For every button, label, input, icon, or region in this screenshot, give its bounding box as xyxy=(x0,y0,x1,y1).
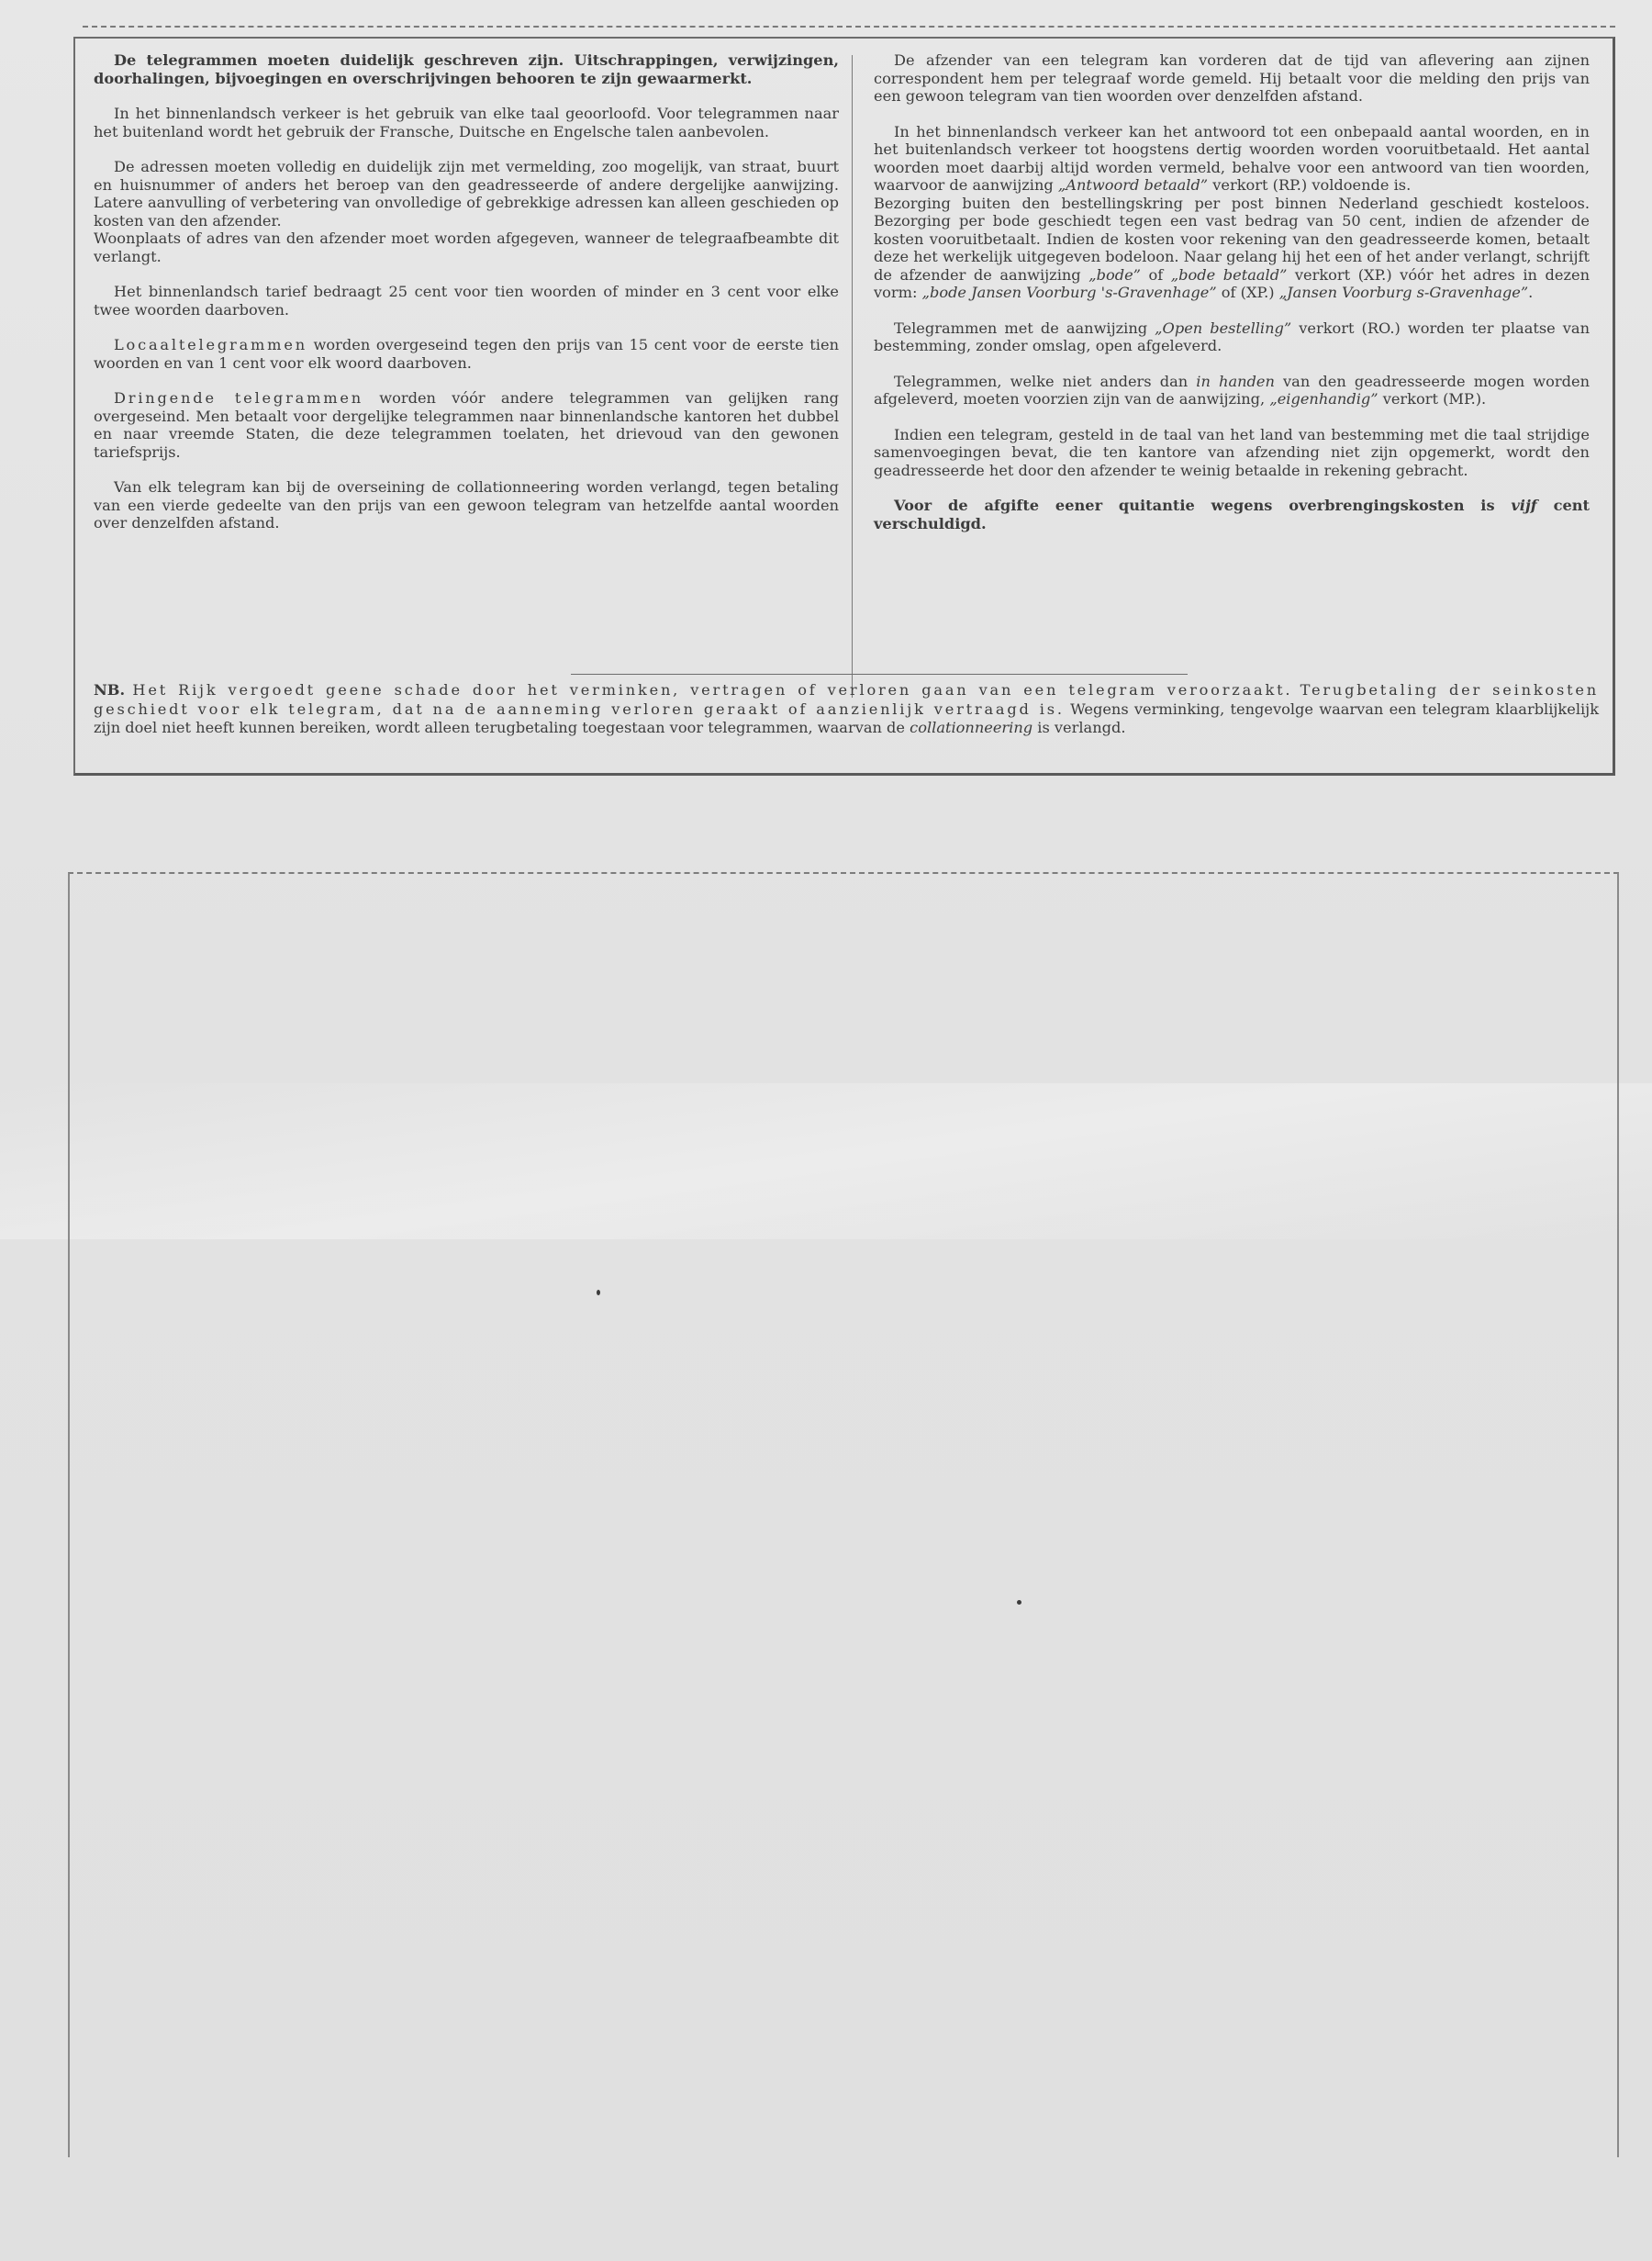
left-paragraph-1 xyxy=(94,51,839,87)
example-address-1: „bode Jansen Voorburg 's-Gravenhage” xyxy=(921,284,1217,301)
left-paragraph-3 xyxy=(94,158,839,265)
sender-address-rule: Woonplaats of adres van den afzender moet worden afgegeven, wanneer de telegraafbeambte dit verlangt. xyxy=(94,229,839,265)
column-divider xyxy=(852,55,853,698)
local-telegrams-text: worden overgeseind tegen den prijs van 15 cent voor de eerste tien woorden en van 1 cent voor elk woord daarboven. xyxy=(94,336,839,372)
right-paragraph-2 xyxy=(874,123,1590,302)
open-delivery-rest: verkort (RO.) worden ter plaatse van bestemming, zonder omslag, open afgeleverd. xyxy=(874,319,1591,354)
left-paragraph-5 xyxy=(94,336,839,372)
receipt-text: Voor de afgifte eener quitantie wegens overbrengingskosten is xyxy=(894,497,1512,514)
section-rule xyxy=(571,674,1188,675)
right-paragraph-5: Indien een telegram, gesteld in de taal van het land van bestemming met die taal strijdige samenvoegingen bevat, die ten kantore van afzending niet zijn opgemerkt, wordt den geadresseerde het door den afzender te weinig betaalde in rekening gebracht. xyxy=(874,425,1590,479)
delivery-form-text: verkort (XP.) vóór het adres in dezen vorm: xyxy=(874,265,1590,301)
top-dashed-rule xyxy=(83,26,1615,28)
marking-in-handen: in handen xyxy=(1196,372,1275,390)
nb-notice xyxy=(94,681,1599,738)
instructions-box xyxy=(73,37,1615,776)
delivery-or: of xyxy=(1140,265,1171,284)
delivery-text: Bezorging buiten den bestellingskring per post binnen Nederland geschiedt kosteloos. Bezorging per bode geschiedt tegen een vast bedrag van 50 cent, indien de afzender de kosten vooruitbetaalt. Indien de kosten voor rekening van den geadresseerde komen, betaalt deze het werkelijk uitgegeven bodeloon. Naar gelang hij het een of het ander verlangt, schrijft de afzender de aanwijzing xyxy=(874,194,1590,284)
reply-paid-marking: „Antwoord betaald” xyxy=(1057,176,1209,194)
nb-no-liability: Het Rijk vergoedt geene schade door het verminken, vertragen of verloren gaan van een telegram veroorzaakt. xyxy=(132,681,1293,699)
left-column xyxy=(94,51,839,532)
delivery-end: . xyxy=(1528,284,1534,301)
address-rule: De adressen moeten volledig en duidelijk zijn met vermelding, zoo mogelijk, van straat, buurt en huisnummer of anders het beroep van den geadresseerde of andere dergelijke aanwijzing. Latere aanvulling of verbetering van onvolledige of gebrekkige adressen kan alleen geschieden op kosten van den afzender. xyxy=(94,158,839,229)
left-paragraph-2: In het binnenlandsch verkeer is het gebruik van elke taal geoorloofd. Voor telegrammen naar het buitenland wordt het gebruik der Fransche, Duitsche en Engelsche talen aanbevolen. xyxy=(94,105,839,140)
nb-mutilation: Wegens verminking, tengevolge waarvan een telegram klaarblijkelijk zijn doel niet heeft kunnen bereiken, wordt alleen terugbetaling toegestaan voor telegrammen, waarvan de xyxy=(94,700,1600,736)
legibility-rule: De telegrammen moeten duidelijk geschreven zijn. Uitschrappingen, verwijzingen, doorhalingen, bijvoegingen en overschrijvingen behooren te zijn gewaarmerkt. xyxy=(94,51,839,87)
marking-bode-betaald: „bode betaald” xyxy=(1170,265,1288,284)
personal-delivery-middle: van den geadresseerde mogen worden afgeleverd, moeten voorzien zijn van de aanwijzing, xyxy=(874,372,1591,408)
right-paragraph-4 xyxy=(874,373,1590,409)
right-paragraph-3 xyxy=(874,319,1590,355)
example-address-2: „Jansen Voorburg s-Gravenhage” xyxy=(1278,284,1529,301)
nb-end: is verlangd. xyxy=(1032,719,1126,736)
urgent-telegrams-heading: Dringende telegrammen xyxy=(114,389,363,407)
marking-eigenhandig: „eigenhandig” xyxy=(1269,390,1379,408)
reply-paid-abbrev: verkort (RP.) voldoende is. xyxy=(1208,176,1412,194)
personal-delivery-end: verkort (MP.). xyxy=(1378,390,1487,408)
nb-collation: collationneering xyxy=(910,719,1033,736)
left-paragraph-7: Van elk telegram kan bij de overseining de collationneering worden verlangd, tegen betaling van een vierde gedeelte van den prijs van een gewoon telegram van hetzelfde aantal woorden over denzelfden afstand. xyxy=(94,478,839,532)
delivery-or-xp: of (XP.) xyxy=(1216,284,1279,301)
reply-paid-text: In het binnenlandsch verkeer kan het antwoord tot een onbepaald aantal woorden, en in het buitenlandsch verkeer tot hoogstens dertig woorden worden vooruitbetaald. Het aantal woorden moet daarbij altijd worden vermeld, behalve voor een antwoord van tien woorden, waarvoor de aanwijzing xyxy=(874,122,1590,194)
left-paragraph-6 xyxy=(94,389,839,461)
nb-label: NB. xyxy=(94,681,126,699)
ink-speck xyxy=(1017,1600,1021,1605)
nb-refund: Terugbetaling der seinkosten geschiedt voor elk telegram, dat na de aanneming verloren geraakt of aanzienlijk vertraagd is. xyxy=(94,681,1599,718)
left-paragraph-4: Het binnenlandsch tarief bedraagt 25 cent voor tien woorden of minder en 3 cent voor elke twee woorden daarboven. xyxy=(94,283,839,319)
personal-delivery-text: Telegrammen, welke niet anders dan xyxy=(894,372,1197,390)
ink-speck xyxy=(597,1290,600,1295)
right-paragraph-6 xyxy=(874,497,1590,532)
blank-message-area xyxy=(68,872,1619,2157)
right-paragraph-1: De afzender van een telegram kan vorderen dat de tijd van aflevering aan zijnen correspondent hem per telegraaf worde gemeld. Hij betaalt voor die melding den prijs van een gewoon telegram van tien woorden over denzelfden afstand. xyxy=(874,51,1590,105)
receipt-end: cent verschuldigd. xyxy=(874,497,1590,532)
open-delivery-text: Telegrammen met de aanwijzing xyxy=(894,319,1155,337)
receipt-amount: vijf xyxy=(1511,497,1537,514)
urgent-telegrams-text: worden vóór andere telegrammen van gelijken rang overgeseind. Men betaalt voor dergelijke telegrammen naar binnenlandsche kantoren het dubbel en naar vreemde Staten, die deze telegrammen toelaten, het drievoud van den gewonen tariefsprijs. xyxy=(94,389,839,461)
local-telegrams-heading: Locaaltelegrammen xyxy=(114,336,307,353)
marking-bode: „bode” xyxy=(1088,265,1141,284)
right-column xyxy=(874,51,1590,532)
marking-open-bestelling: „Open bestelling” xyxy=(1155,319,1292,337)
